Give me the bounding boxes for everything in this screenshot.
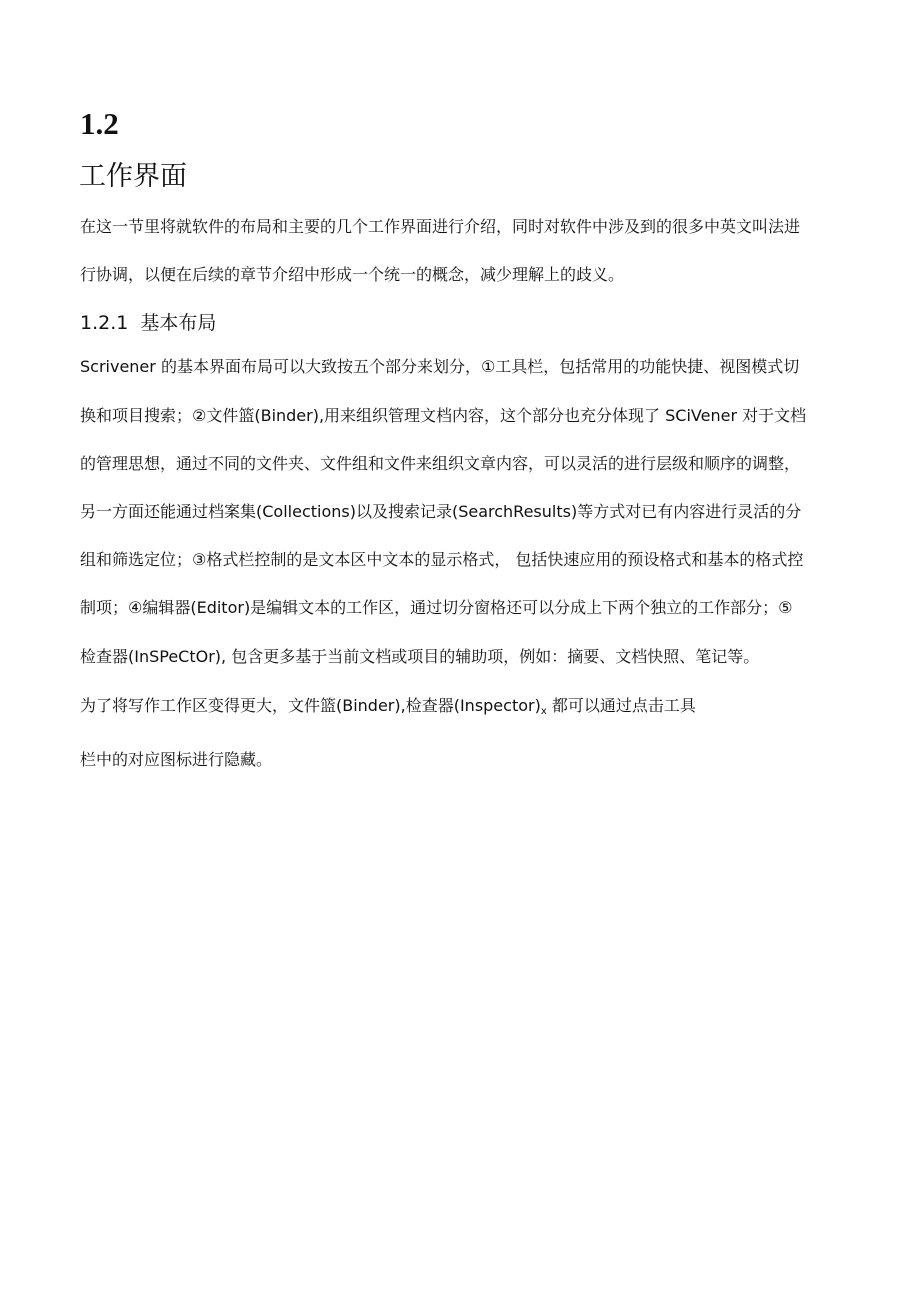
hide-line-1 — [80, 694, 696, 724]
layout-line-6: 制项；④编辑器(Editor)是编辑文本的工作区，通过切分窗格还可以分成上下两个独立的工作部分；⑤ — [80, 598, 793, 617]
hide-line-1-subscript: x — [540, 706, 547, 717]
hide-line-1-text: 为了将写作工作区变得更大，文件篮(Binder),检查器(Inspector) — [80, 696, 541, 715]
section-title: 工作界面 — [79, 161, 187, 192]
hide-line-1-tail: 都可以通过点击工具 — [546, 696, 696, 715]
layout-line-3: 的管理思想，通过不同的文件夹、文件组和文件来组织文章内容，可以灵活的进行层级和顺序的调整， — [80, 454, 801, 473]
layout-line-7: 检查器(InSPeCtOr), 包含更多基于当前文档或项目的辅助项，例如：摘要、文档快照、笔记等。 — [80, 647, 760, 666]
hide-line-2: 栏中的对应图标进行隐藏。 — [80, 750, 273, 769]
intro-line-1: 在这一节里将就软件的布局和主要的几个工作界面进行介绍，同时对软件中涉及到的很多中英文叫法进 — [80, 217, 801, 236]
subsection-heading — [80, 309, 216, 337]
layout-line-4: 另一方面还能通过档案集(Collections)以及搜索记录(SearchResults)等方式对已有内容进行灵活的分 — [80, 502, 802, 521]
subsection-number: 1.2.1 — [80, 312, 129, 334]
layout-line-1: Scrivener 的基本界面布局可以大致按五个部分来划分，①工具栏，包括常用的功能快捷、视图模式切 — [80, 357, 800, 376]
layout-line-2: 换和项目搜索；②文件篮(Binder),用来组织管理文档内容，这个部分也充分体现了 SCiVener 对于文档 — [80, 406, 807, 425]
layout-line-5: 组和筛选定位；③格式栏控制的是文本区中文本的显示格式， 包括快速应用的预设格式和基本的格式控 — [80, 550, 804, 569]
section-number: 1.2 — [80, 106, 119, 141]
subsection-title: 基本布局 — [140, 312, 217, 334]
intro-line-2: 行协调，以便在后续的章节介绍中形成一个统一的概念，减少理解上的歧义。 — [80, 265, 625, 284]
